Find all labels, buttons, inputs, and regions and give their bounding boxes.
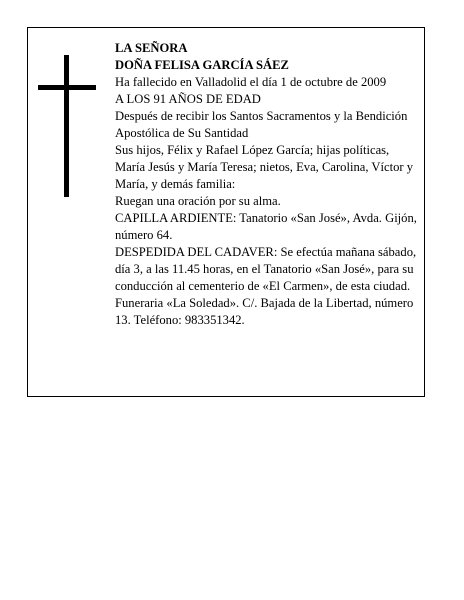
funeral-home-info: Funeraria «La Soledad». C/. Bajada de la Libertad, número 13. Teléfono: 983351342. — [115, 296, 414, 327]
cross-horizontal-bar — [38, 85, 96, 90]
notice-title: LA SEÑORA — [115, 41, 188, 55]
cross-vertical-bar — [64, 55, 69, 197]
obituary-text — [115, 40, 417, 329]
cross-icon — [38, 55, 96, 197]
prayer-line: Ruegan una oración por su alma. — [115, 194, 281, 208]
death-announcement: Ha fallecido en Valladolid el día 1 de octubre de 2009 — [115, 75, 387, 89]
deceased-name: DOÑA FELISA GARCÍA SÁEZ — [115, 58, 289, 72]
age-line: A LOS 91 AÑOS DE EDAD — [115, 92, 261, 106]
sacraments-line: Después de recibir los Santos Sacramentos y la Bendición Apostólica de Su Santidad — [115, 109, 408, 140]
farewell-info: DESPEDIDA DEL CADAVER: Se efectúa mañana sábado, día 3, a las 11.45 horas, en el Tanatorio «San José», para su conducción al cementerio de «El Carmen», de esta ciudad. — [115, 245, 417, 293]
family-line: Sus hijos, Félix y Rafael López García; hijas políticas, María Jesús y María Teresa; nietos, Eva, Carolina, Víctor y María, y demás familia: — [115, 143, 414, 191]
chapel-info: CAPILLA ARDIENTE: Tanatorio «San José», Avda. Gijón, número 64. — [115, 211, 417, 242]
